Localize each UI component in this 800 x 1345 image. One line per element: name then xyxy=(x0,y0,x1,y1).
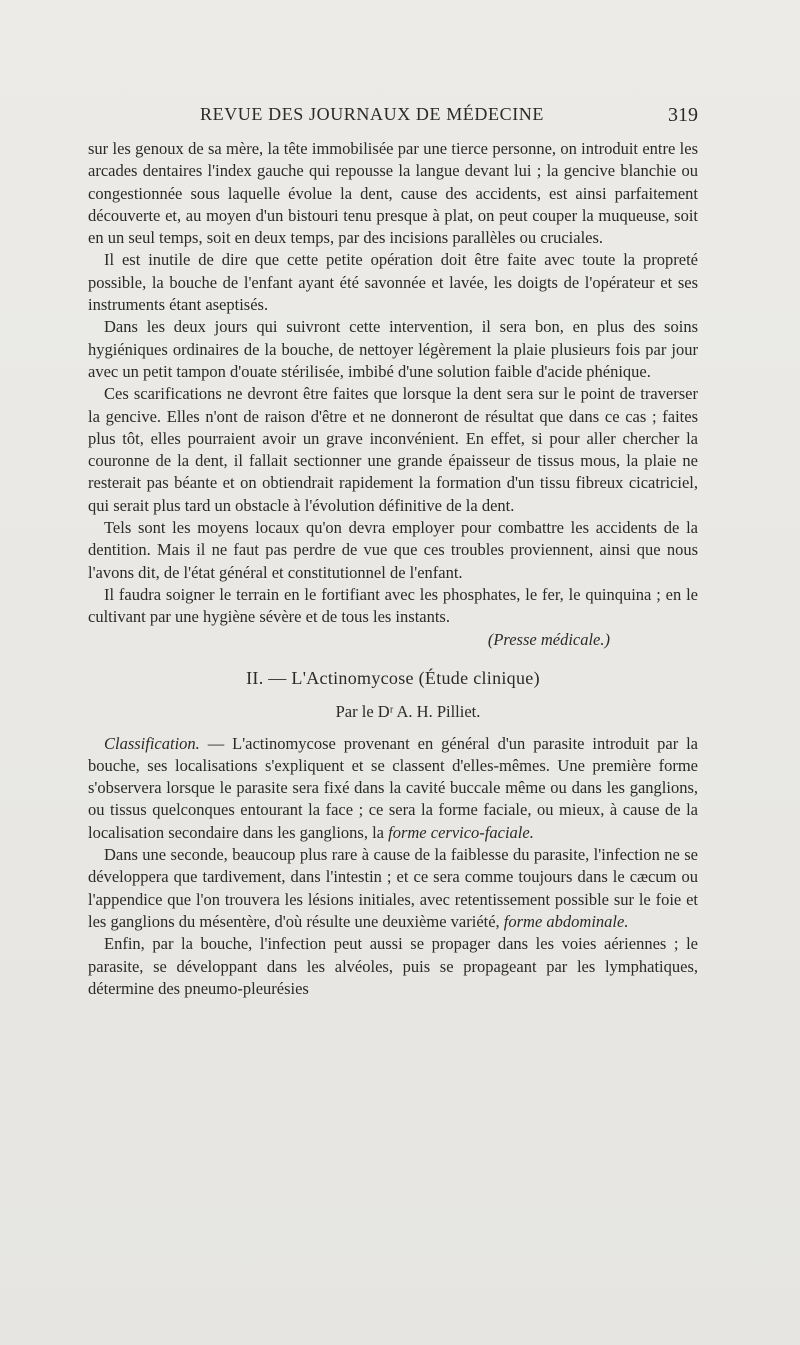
page-header xyxy=(88,104,698,130)
classification-form: forme cervico-faciale. xyxy=(388,822,534,842)
second-text: Dans une seconde, beaucoup plus rare à cause de la faiblesse du parasite, l'infection ne se développera que tardivement, dans l'intestin ; et ce sera comme toujours dans le cæcum ou l'appendice que l'on trouvera les lésions initiales, avec retentissement possible sur le foie et les ganglions du mésentère, d'où résulte une deuxième variété, xyxy=(88,845,698,931)
body-text xyxy=(88,138,698,1000)
paragraph-terrain: Il faudra soigner le terrain en le fortifiant avec les phosphates, le fer, le quinquina ; en le cultivant par une hygiène sévère et de tous les instants. xyxy=(88,584,698,627)
paragraph-classification xyxy=(88,733,698,844)
section-author: Par le Dʳ A. H. Pilliet. xyxy=(335,701,481,721)
running-head: REVUE DES JOURNAUX DE MÉDECINE xyxy=(200,104,544,124)
paragraph-seconde-forme xyxy=(88,844,698,933)
paragraph-propreté: Il est inutile de dire que cette petite opération doit être faite avec toute la propreté possible, la bouche de l'enfant ayant été savonnée et lavée, les doigts de l'opérateur et ses instruments étant aseptisés. xyxy=(88,250,698,315)
classification-text: — L'actinomycose provenant en général d'un parasite introduit par la bouche, ses localisations s'expliquent et se classent d'elles-mêmes. Une première forme s'observera lorsque le parasite sera fixé dans la cavité buccale même ou dans les ganglions, ou tissus quelconques entourant la face ; ce sera la forme faciale, ou mieux, à cause de la localisation secondaire dans les ganglions, la xyxy=(88,733,698,842)
second-form: forme abdominale. xyxy=(503,911,629,931)
paragraph-moyens-locaux: Tels sont les moyens locaux qu'on devra employer pour combattre les accidents de la dentition. Mais il ne faut pas perdre de vue que ces troubles proviennent, ainsi que nous l'avons dit, de l'état général et constitutionnel de l'enfant. xyxy=(88,518,698,582)
classification-label: Classification. xyxy=(104,733,200,753)
paragraph-soins: Dans les deux jours qui suivront cette intervention, il sera bon, en plus des soins hygiéniques ordinaires de la bouche, de nettoyer légèrement la plaie plusieurs fois par jour avec un petit tampon d'ouate stérilisée, imbibé d'une solution faible d'acide phénique. xyxy=(88,317,698,381)
paragraph-continuation: sur les genoux de sa mère, la tête immobilisée par une tierce personne, on introduit entre les arcades dentaires l'index gauche qui repousse la langue devant lui ; la gencive blanchie ou congestionnée sous laquelle évolue la dent, cause des accidents, est ainsi parfaitement découverte et, au moyen d'un bistouri tenu presque à plat, on peut couper la muqueuse, soit en un seul temps, soit en deux temps, par des incisions parallèles ou cruciales. xyxy=(88,139,698,248)
page-number: 319 xyxy=(668,104,698,126)
source-citation: (Presse médicale.) xyxy=(487,629,610,649)
paragraph-scarifications: Ces scarifications ne devront être faites que lorsque la dent sera sur le point de traverser la gencive. Elles n'ont de raison d'être et ne donneront de résultat que dans ce cas ; faites plus tôt, elles pourraient avoir un grave inconvénient. En effet, si pour aller chercher la couronne de la dent, il fallait sectionner une grande épaisseur de tissus mous, la plaie ne resterait pas béante et on obtiendrait rapidement la formation d'un tissu fibreux cicatriciel, qui serait plus tard un obstacle à l'évolution définitive de la dent. xyxy=(88,384,698,515)
paragraph-voies-aeriennes: Enfin, par la bouche, l'infection peut aussi se propager dans les voies aériennes ; le parasite, se développant dans les alvéoles, puis se propageant par les lymphatiques, détermine des pneumo-pleurésies xyxy=(88,934,698,998)
section-title: II. — L'Actinomycose (Étude clinique) xyxy=(246,667,540,688)
